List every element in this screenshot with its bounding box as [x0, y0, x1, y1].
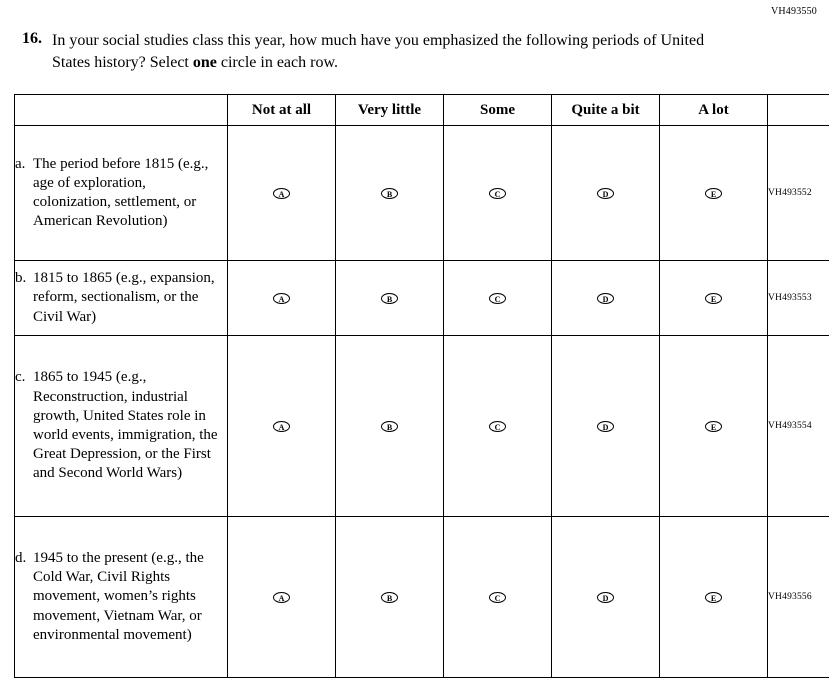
matrix-header-row: [15, 95, 829, 126]
radio-b-a-lot[interactable]: [660, 261, 768, 336]
table-row: [15, 261, 829, 336]
bubble-icon[interactable]: B: [381, 592, 398, 603]
row-stem-b: [15, 261, 228, 336]
bubble-icon[interactable]: D: [597, 592, 614, 603]
row-id-d: VH493556: [768, 517, 829, 678]
bubble-icon[interactable]: A: [273, 188, 290, 199]
bubble-icon[interactable]: E: [705, 421, 722, 432]
header-a-lot: A lot: [660, 95, 768, 126]
header-id: [768, 95, 829, 126]
radio-a-very-little[interactable]: [336, 126, 444, 261]
radio-c-not-at-all[interactable]: [228, 336, 336, 517]
bubble-icon[interactable]: E: [705, 592, 722, 603]
row-id-a: VH493552: [768, 126, 829, 261]
radio-d-quite-a-bit[interactable]: [552, 517, 660, 678]
radio-a-quite-a-bit[interactable]: [552, 126, 660, 261]
row-letter-a: a.: [15, 155, 26, 172]
question-text-emphasis: one: [192, 53, 217, 71]
radio-d-very-little[interactable]: [336, 517, 444, 678]
question-number: 16.: [22, 30, 42, 47]
table-row: [15, 336, 829, 517]
bubble-icon[interactable]: C: [489, 293, 506, 304]
table-row: [15, 517, 829, 678]
bubble-icon[interactable]: B: [381, 188, 398, 199]
row-letter-b: b.: [15, 270, 27, 287]
bubble-icon[interactable]: D: [597, 421, 614, 432]
row-text-b: 1815 to 1865 (e.g., expansion, reform, sectionalism, or the Civil War): [33, 270, 215, 325]
header-some: Some: [444, 95, 552, 126]
row-text-c: 1865 to 1945 (e.g., Reconstruction, industrial growth, United States role in world events, immigration, the Great Depression, or the First and Second World Wars): [33, 369, 218, 482]
question-text-part1: In your social studies class this year, how much have you emphasized the following periods of United States history? Select: [52, 32, 705, 71]
bubble-icon[interactable]: E: [705, 293, 722, 304]
row-id-b: VH493553: [768, 261, 829, 336]
response-matrix: [14, 94, 829, 678]
row-stem-c: [15, 336, 228, 517]
radio-b-very-little[interactable]: [336, 261, 444, 336]
header-very-little: Very little: [336, 95, 444, 126]
row-letter-d: d.: [15, 550, 27, 567]
header-stem: [15, 95, 228, 126]
table-row: [15, 126, 829, 261]
page-identifier: VH493550: [770, 6, 817, 17]
radio-a-a-lot[interactable]: [660, 126, 768, 261]
radio-d-a-lot[interactable]: [660, 517, 768, 678]
bubble-icon[interactable]: E: [705, 188, 722, 199]
row-text-d: 1945 to the present (e.g., the Cold War, Civil Rights movement, women’s rights movement, Vietnam War, or environmental movement): [33, 550, 204, 643]
bubble-icon[interactable]: C: [489, 592, 506, 603]
bubble-icon[interactable]: A: [273, 421, 290, 432]
row-id-c: VH493554: [768, 336, 829, 517]
question-text-part2: circle in each row.: [216, 53, 338, 71]
bubble-icon[interactable]: C: [489, 421, 506, 432]
row-letter-c: c.: [15, 369, 26, 386]
radio-c-quite-a-bit[interactable]: [552, 336, 660, 517]
bubble-icon[interactable]: D: [597, 293, 614, 304]
header-quite-a-bit: Quite a bit: [552, 95, 660, 126]
radio-c-some[interactable]: [444, 336, 552, 517]
radio-a-some[interactable]: [444, 126, 552, 261]
radio-d-not-at-all[interactable]: [228, 517, 336, 678]
bubble-icon[interactable]: A: [273, 592, 290, 603]
row-stem-a: [15, 126, 228, 261]
radio-d-some[interactable]: [444, 517, 552, 678]
radio-b-not-at-all[interactable]: [228, 261, 336, 336]
radio-c-very-little[interactable]: [336, 336, 444, 517]
radio-a-not-at-all[interactable]: [228, 126, 336, 261]
bubble-icon[interactable]: D: [597, 188, 614, 199]
question-text: [52, 30, 742, 73]
bubble-icon[interactable]: B: [381, 421, 398, 432]
radio-b-quite-a-bit[interactable]: [552, 261, 660, 336]
bubble-icon[interactable]: C: [489, 188, 506, 199]
row-text-a: The period before 1815 (e.g., age of exploration, colonization, settlement, or American Revolution): [33, 155, 209, 230]
bubble-icon[interactable]: A: [273, 293, 290, 304]
bubble-icon[interactable]: B: [381, 293, 398, 304]
question-block: [22, 30, 782, 73]
radio-c-a-lot[interactable]: [660, 336, 768, 517]
row-stem-d: [15, 517, 228, 678]
header-not-at-all: Not at all: [228, 95, 336, 126]
radio-b-some[interactable]: [444, 261, 552, 336]
